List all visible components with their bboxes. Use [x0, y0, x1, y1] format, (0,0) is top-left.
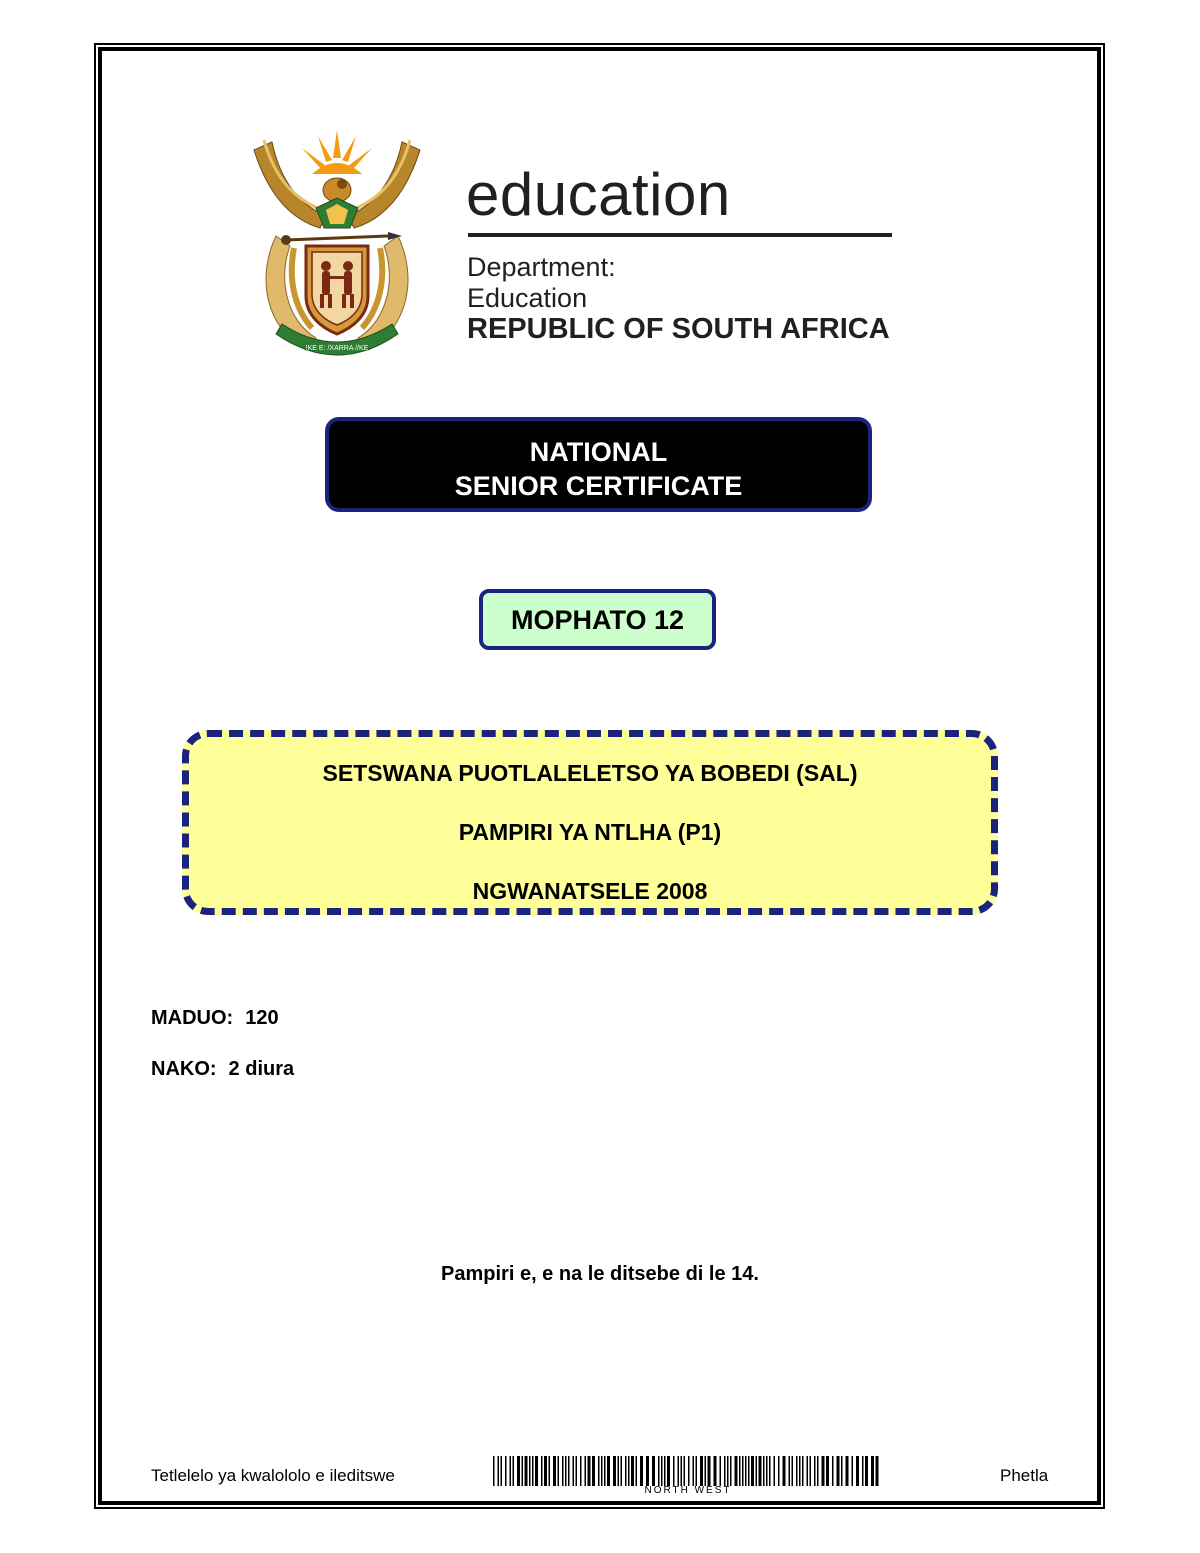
barcode-bar: [846, 1456, 849, 1486]
time-label: NAKO:: [151, 1058, 217, 1080]
certificate-banner: [325, 417, 872, 512]
barcode-bar: [625, 1456, 627, 1486]
subject-title: SETSWANA PUOTLALELETSO YA BOBEDI (SAL): [322, 760, 858, 786]
barcode-bar: [541, 1456, 543, 1486]
barcode-bar: [841, 1456, 843, 1486]
barcode-bar: [720, 1456, 722, 1486]
turn-over-label: Phetla: [1000, 1466, 1049, 1485]
barcode-bar: [522, 1456, 524, 1486]
barcode-bar: [576, 1456, 578, 1486]
barcode-bar: [759, 1456, 762, 1486]
barcode-bar: [871, 1456, 874, 1486]
barcode-bar: [802, 1456, 804, 1486]
barcode-bar: [631, 1456, 634, 1486]
barcode-bar: [745, 1456, 747, 1486]
barcode-bar: [544, 1456, 547, 1486]
barcode-bar: [810, 1456, 812, 1486]
barcode-bar: [837, 1456, 840, 1486]
barcode-bar: [700, 1456, 703, 1486]
subject-panel: [182, 730, 998, 915]
brand-wordmark: education: [466, 161, 731, 228]
barcode-bar: [865, 1456, 868, 1486]
barcode-bar: [714, 1456, 717, 1486]
barcode-bar: [876, 1456, 879, 1486]
barcode-bar: [558, 1456, 560, 1486]
crest-motto: !KE E: /XARRA //KE: [305, 345, 369, 352]
barcode-bar: [832, 1456, 834, 1486]
barcode-bar: [796, 1456, 798, 1486]
barcode-bar: [684, 1456, 686, 1486]
barcode-bar: [822, 1456, 825, 1486]
coat-of-arms-icon: [246, 128, 428, 364]
barcode-bar: [568, 1456, 570, 1486]
barcode-bar: [856, 1456, 859, 1486]
barcode-bar: [573, 1456, 575, 1486]
barcode-bar: [739, 1456, 741, 1486]
country-name: REPUBLIC OF SOUTH AFRICA: [467, 313, 890, 345]
barcode-bar: [862, 1456, 864, 1486]
marks-value: 120: [245, 1007, 279, 1029]
barcode-bar: [730, 1456, 732, 1486]
barcode-bar: [517, 1456, 520, 1486]
barcode-bar: [673, 1456, 675, 1486]
barcode-bar: [751, 1456, 754, 1486]
barcode-bar: [618, 1456, 620, 1486]
barcode-bar: [693, 1456, 695, 1486]
certificate-line-2: SENIOR CERTIFICATE: [454, 471, 743, 501]
barcode-bar: [807, 1456, 809, 1486]
barcode-bar: [742, 1456, 744, 1486]
barcode-bar: [792, 1456, 794, 1486]
barcode-bar: [525, 1456, 528, 1486]
department-name: Education: [467, 283, 588, 313]
marks-row: [151, 1007, 279, 1030]
barcode-bar: [852, 1456, 854, 1486]
barcode-bar: [628, 1456, 630, 1486]
barcode-bar: [529, 1456, 531, 1486]
barcode-bar: [505, 1456, 507, 1486]
barcode-bar: [493, 1456, 495, 1486]
barcode-bar: [748, 1456, 750, 1486]
barcode-bar: [766, 1456, 768, 1486]
barcode-bar: [601, 1456, 603, 1486]
barcode-bar: [661, 1456, 663, 1486]
barcode-bar: [688, 1456, 690, 1486]
barcode-bar: [696, 1456, 698, 1486]
paper-number: PAMPIRI YA NTLHA (P1): [458, 819, 722, 845]
barcode-bar: [613, 1456, 616, 1486]
barcode-bar: [799, 1456, 801, 1486]
barcode-bar: [592, 1456, 595, 1486]
barcode-bar: [646, 1456, 649, 1486]
barcode-bar: [501, 1456, 503, 1486]
marks-label: MADUO:: [151, 1007, 234, 1029]
exam-session: NGWANATSELE 2008: [472, 878, 708, 904]
barcode-bar: [553, 1456, 556, 1486]
barcode-bar: [640, 1456, 643, 1486]
barcode-bar: [498, 1456, 500, 1486]
barcode-bar: [652, 1456, 655, 1486]
barcode-bar: [769, 1456, 771, 1486]
brand-underline: [468, 233, 892, 237]
barcode-bar: [681, 1456, 683, 1486]
barcode-bar: [774, 1456, 776, 1486]
barcode-bar: [585, 1456, 587, 1486]
barcode-bar: [756, 1456, 758, 1486]
barcode-bar: [678, 1456, 680, 1486]
barcode-bar: [658, 1456, 660, 1486]
time-row: [151, 1058, 294, 1081]
barcode-bar: [789, 1456, 791, 1486]
barcode-bar: [621, 1456, 623, 1486]
barcode-bar: [604, 1456, 606, 1486]
barcode-bar: [817, 1456, 819, 1486]
barcode-bar: [763, 1456, 765, 1486]
grade-badge: MOPHATO 12: [479, 589, 716, 650]
page-count-note: Pampiri e, e na le ditsebe di le 14.: [441, 1263, 759, 1285]
barcode-bar: [535, 1456, 538, 1486]
barcode-label: NORTH WEST: [644, 1485, 732, 1496]
barcode-icon: [493, 1456, 883, 1486]
barcode-bar: [778, 1456, 780, 1486]
barcode-bar: [580, 1456, 582, 1486]
barcode-bar: [727, 1456, 729, 1486]
barcode-bar: [562, 1456, 564, 1486]
barcode-bar: [705, 1456, 707, 1486]
barcode-bar: [513, 1456, 515, 1486]
barcode-bar: [814, 1456, 816, 1486]
barcode-bar: [598, 1456, 600, 1486]
barcode-bar: [667, 1456, 670, 1486]
barcode-bar: [735, 1456, 738, 1486]
time-value: 2 diura: [228, 1058, 295, 1080]
department-label: Department:: [467, 252, 616, 282]
barcode-bar: [783, 1456, 786, 1486]
barcode-bar: [549, 1456, 551, 1486]
barcode-bar: [532, 1456, 534, 1486]
barcode-bar: [826, 1456, 829, 1486]
barcode-bar: [636, 1456, 638, 1486]
barcode-bar: [607, 1456, 610, 1486]
barcode-bar: [708, 1456, 711, 1486]
barcode-bar: [588, 1456, 591, 1486]
barcode-bar: [565, 1456, 567, 1486]
copyright-notice: Tetlelelo ya kwalololo e ileditswe: [151, 1466, 395, 1485]
barcode-bar: [724, 1456, 726, 1486]
barcode-bar: [510, 1456, 512, 1486]
certificate-line-1: NATIONAL: [529, 437, 668, 467]
barcode-bar: [664, 1456, 666, 1486]
